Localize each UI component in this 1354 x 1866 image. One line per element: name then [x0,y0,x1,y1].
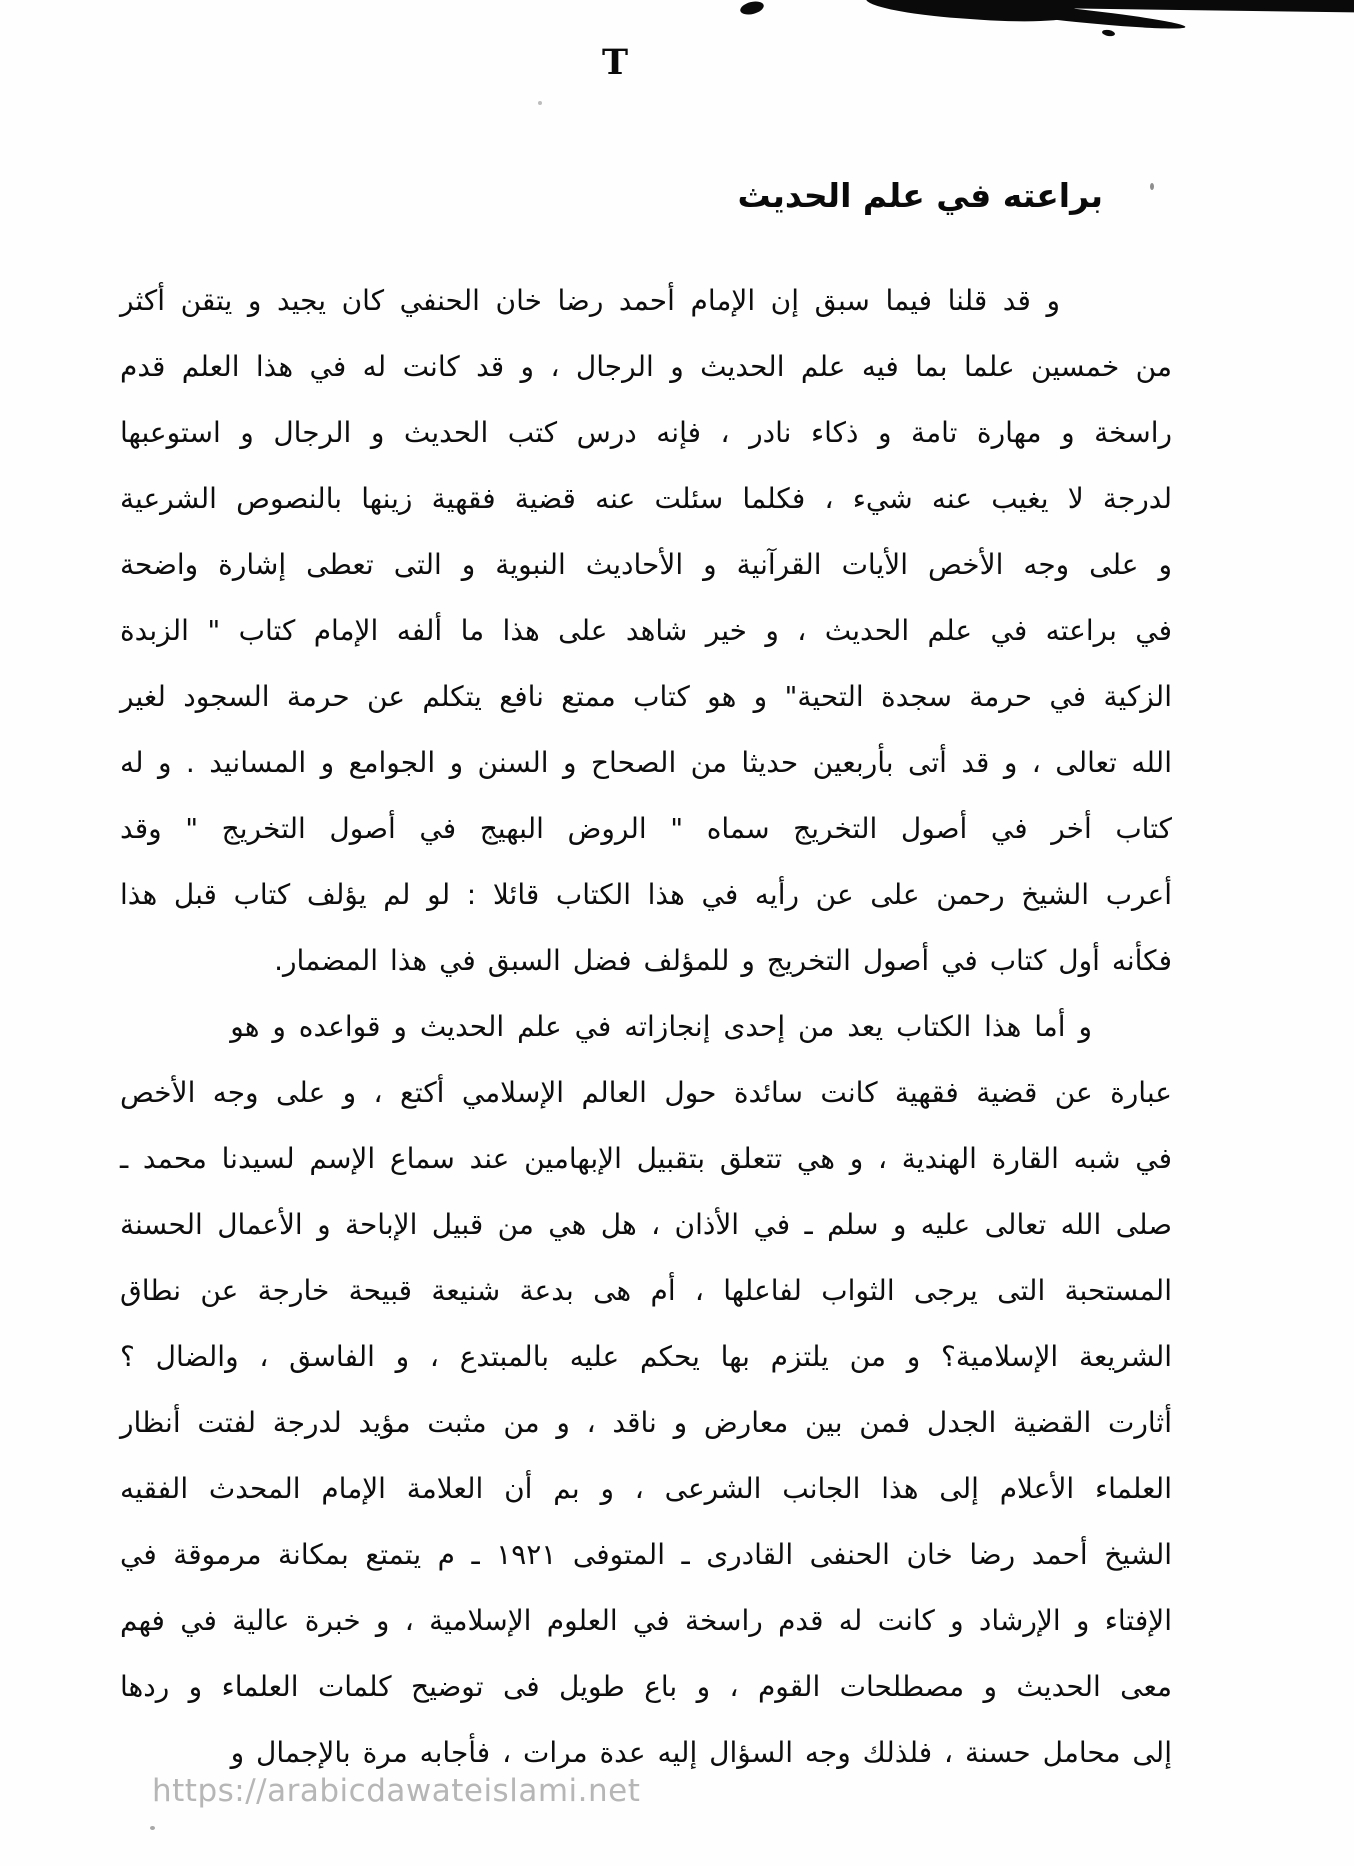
text-line: أعرب الشيخ رحمن على عن رأيه في هذا الكتاب قائلا : لو لم يؤلف كتاب قبل هذا [120,878,1172,911]
text-line: الله تعالى ، و قد أتى بأربعين حديثا من الصحاح و السنن و الجوامع و المسانيد . و له [120,746,1172,779]
text-line: أثارت القضية الجدل فمن بين معارض و ناقد ، و من مثبت مؤيد لدرجة لفتت أنظار [120,1406,1172,1439]
text-line: العلماء الأعلام إلى هذا الجانب الشرعى ، و بم أن العلامة الإمام المحدث الفقيه [120,1472,1172,1505]
text-line: في براعته في علم الحديث ، و خير شاهد على هذا ما ألفه الإمام كتاب " الزبدة [120,614,1172,647]
section-heading: براعته في علم الحديث [737,176,1103,215]
text-line: الشيخ أحمد رضا خان الحنفى القادرى ـ المتوفى ١٩٢١ ـ م يتمتع بمكانة مرموقة في [120,1538,1173,1571]
scan-speck [538,101,542,105]
scan-speck [150,1826,155,1830]
text-line: المستحبة التى يرجى الثواب لفاعلها ، أم هى بدعة شنيعة قبيحة خارجة عن نطاق [120,1274,1172,1307]
text-line: لدرجة لا يغيب عنه شيء ، فكلما سئلت عنه قضية فقهية زينها بالنصوص الشرعية [120,482,1172,515]
text-line: من خمسين علما بما فيه علم الحديث و الرجال ، و قد كانت له في هذا العلم قدم [120,350,1172,383]
text-line: الإفتاء و الإرشاد و كانت له قدم راسخة في العلوم الإسلامية ، و خبرة عالية في فهم [120,1604,1172,1637]
text-line: و قد قلنا فيما سبق إن الإمام أحمد رضا خان الحنفي كان يجيد و يتقن أكثر [120,284,1060,317]
text-line: الشريعة الإسلامية؟ و من يلتزم بها يحكم عليه بالمبتدع ، و الفاسق ، والضال ؟ [120,1340,1172,1373]
text-line: و على وجه الأخص الأيات القرآنية و الأحاديث النبوية و التى تعطى إشارة واضحة [120,548,1172,581]
ink-smudge-small [739,0,765,17]
text-line: في شبه القارة الهندية ، و هي تتعلق بتقبيل الإبهامين عند سماع الإسم لسيدنا محمد ـ [120,1142,1172,1175]
watermark-url: https://arabicdawateislami.net [152,1773,641,1809]
text-line: عبارة عن قضية فقهية كانت سائدة حول العالم الإسلامي أكتع ، و على وجه الأخص [120,1076,1172,1109]
text-line: كتاب أخر في أصول التخريج سماه " الروض البهيج في أصول التخريج " وقد [120,812,1172,845]
text-line: فكأنه أول كتاب في أصول التخريج و للمؤلف فضل السبق في هذا المضمار. [274,944,1172,977]
page-number: T [601,42,629,83]
text-line: إلى محامل حسنة ، فلذلك وجه السؤال إليه عدة مرات ، فأجابه مرة بالإجمال و [230,1736,1172,1769]
body-text [120,268,1172,1786]
text-line: معى الحديث و مصطلحات القوم ، و باع طويل فى توضيح كلمات العلماء و ردها [120,1670,1172,1703]
ink-smudge-dot [1102,29,1116,37]
text-line: و أما هذا الكتاب يعد من إحدى إنجازاته في علم الحديث و قواعده و هو [230,1010,1092,1043]
text-line: الزكية في حرمة سجدة التحية" و هو كتاب ممتع نافع يتكلم عن حرمة السجود لغير [120,680,1172,713]
scan-speck [1150,183,1154,190]
text-line: راسخة و مهارة تامة و ذكاء نادر ، فإنه درس كتب الحديث و الرجال و استوعبها [120,416,1172,449]
text-line: صلى الله تعالى عليه و سلم ـ في الأذان ، هل هي من قبيل الإباحة و الأعمال الحسنة [120,1208,1172,1241]
